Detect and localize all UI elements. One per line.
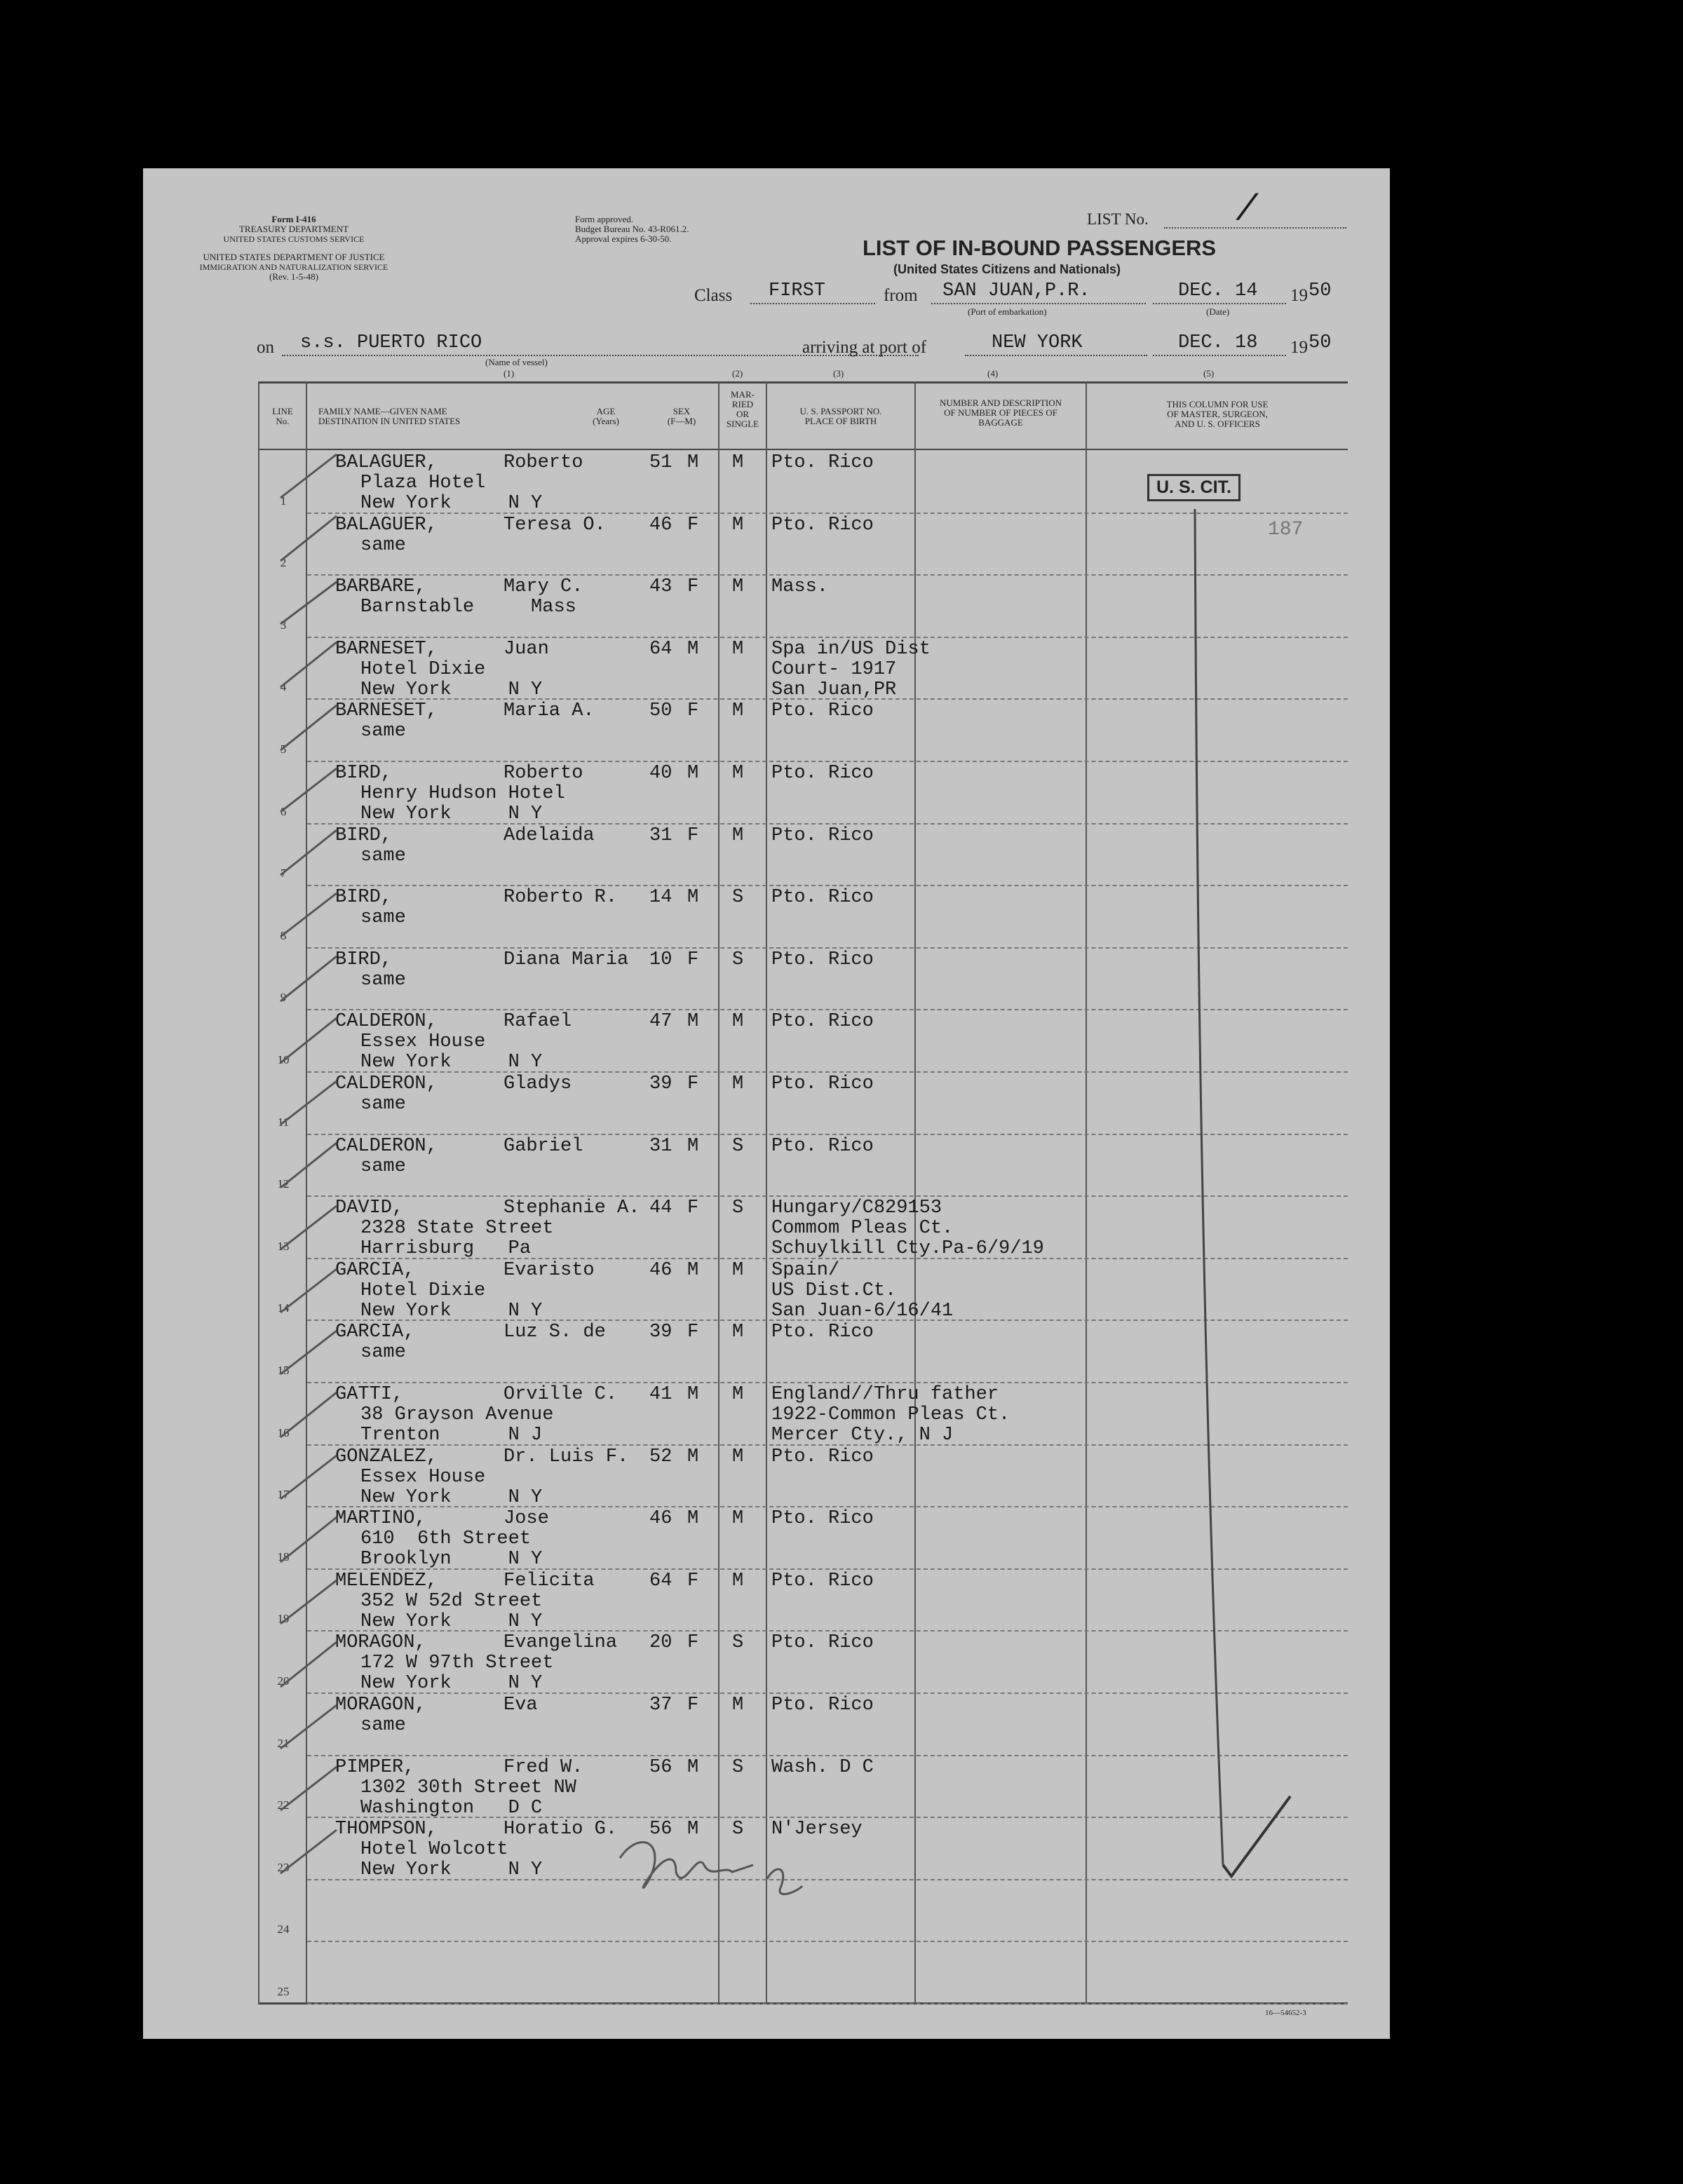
colnum-3: (3) <box>833 368 844 379</box>
passenger-birthplace: Pto. Rico <box>771 1508 874 1529</box>
passenger-age: 10 <box>649 949 672 970</box>
passenger-given-name: Felicita <box>503 1571 595 1592</box>
passenger-given-name: Fred W. <box>503 1757 583 1778</box>
passenger-birthplace: Pto. Rico <box>771 1136 874 1157</box>
passenger-birthplace: Pto. Rico <box>771 1011 874 1032</box>
passenger-destination: Hotel Dixie New York N Y <box>360 1280 543 1322</box>
passenger-destination: same <box>360 721 406 742</box>
port-embarkation-label: (Port of embarkation) <box>968 306 1047 317</box>
passenger-birthplace: Pto. Rico <box>771 1073 874 1094</box>
colnum-4: (4) <box>987 368 999 379</box>
justice-dept: UNITED STATES DEPARTMENT OF JUSTICE <box>203 252 385 262</box>
passenger-birthplace: Mass. <box>771 576 829 597</box>
passenger-birthplace: Pto. Rico <box>771 887 874 908</box>
passenger-marital-status: M <box>732 1260 744 1281</box>
vessel-label: (Name of vessel) <box>485 357 548 367</box>
line-number: 11 <box>277 1115 290 1129</box>
passenger-birthplace: Pto. Rico <box>771 515 874 536</box>
passenger-birthplace: Pto. Rico <box>771 949 874 970</box>
passenger-family-name: BIRD, <box>335 887 393 908</box>
passenger-age: 44 <box>649 1198 672 1219</box>
passenger-family-name: GARCIA, <box>335 1260 415 1281</box>
arriving-label: arriving at port of <box>802 338 927 357</box>
passenger-age: 14 <box>649 887 672 908</box>
customs-service: UNITED STATES CUSTOMS SERVICE <box>223 234 365 244</box>
passenger-marital-status: M <box>732 1011 744 1032</box>
passenger-given-name: Juan <box>503 639 549 660</box>
passenger-marital-status: M <box>732 1508 744 1529</box>
passenger-marital-status: M <box>732 1384 744 1405</box>
passenger-age: 43 <box>649 576 672 597</box>
passenger-sex: F <box>687 949 699 970</box>
passenger-birthplace: Hungary/C829153 Commom Pleas Ct. Schuylkill Cty.Pa-6/9/19 <box>771 1198 1044 1259</box>
passenger-destination: Essex House New York N Y <box>360 1031 543 1073</box>
passenger-age: 64 <box>649 1571 672 1592</box>
passenger-age: 51 <box>649 452 672 473</box>
passenger-marital-status: S <box>732 887 744 908</box>
passenger-family-name: CALDERON, <box>335 1073 438 1094</box>
passenger-birthplace: Pto. Rico <box>771 825 874 846</box>
passenger-marital-status: S <box>732 1819 744 1840</box>
passenger-marital-status: S <box>732 949 744 970</box>
line-number: 22 <box>277 1798 290 1812</box>
passenger-age: 40 <box>649 763 672 784</box>
passenger-sex: F <box>687 825 699 846</box>
passenger-sex: M <box>687 1757 699 1778</box>
passenger-family-name: GARCIA, <box>335 1322 415 1343</box>
passenger-birthplace: Spa in/US Dist Court- 1917 San Juan,PR <box>771 639 931 700</box>
check-mark <box>1223 1796 1290 1876</box>
arriving-value: NEW YORK <box>992 332 1083 353</box>
class-label: Class <box>694 286 733 305</box>
passenger-age: 31 <box>649 825 672 846</box>
us-citizen-stamp: U. S. CIT. <box>1147 474 1241 501</box>
passenger-family-name: CALDERON, <box>335 1136 438 1157</box>
passenger-birthplace: Pto. Rico <box>771 700 874 721</box>
form-approved: Form approved. <box>575 214 634 224</box>
passenger-marital-status: M <box>732 515 744 536</box>
passenger-given-name: Horatio G. <box>503 1819 618 1840</box>
passenger-age: 46 <box>649 515 672 536</box>
from-label: from <box>884 286 918 305</box>
passenger-sex: F <box>687 1322 699 1343</box>
passenger-sex: M <box>687 1011 699 1032</box>
passenger-birthplace: England//Thru father 1922-Common Pleas Ct. Mercer Cty., N J <box>771 1384 1011 1446</box>
passenger-birthplace: Pto. Rico <box>771 1446 874 1467</box>
passenger-marital-status: M <box>732 825 744 846</box>
passenger-destination: 38 Grayson Avenue Trenton N J <box>360 1404 554 1446</box>
budget-bureau: Budget Bureau No. 43-R061.2. <box>575 224 689 234</box>
passenger-list-page <box>143 168 1390 2039</box>
passenger-given-name: Teresa O. <box>503 515 606 536</box>
passenger-marital-status: S <box>732 1632 744 1653</box>
passenger-sex: M <box>687 452 699 473</box>
passenger-given-name: Dr. Luis F. <box>503 1446 629 1467</box>
passenger-family-name: MORAGON, <box>335 1632 426 1653</box>
line-number: 17 <box>277 1488 290 1501</box>
passenger-destination: same <box>360 970 406 991</box>
passenger-destination: Hotel Dixie New York N Y <box>360 659 543 700</box>
passenger-marital-status: M <box>732 1446 744 1467</box>
footer-code: 16—54652-3 <box>1265 2009 1306 2017</box>
passenger-destination: same <box>360 907 406 928</box>
class-value: FIRST <box>769 280 826 301</box>
colnum-1: (1) <box>503 368 515 379</box>
passenger-destination: 2328 State Street Harrisburg Pa <box>360 1218 554 1259</box>
passenger-marital-status: M <box>732 763 744 784</box>
passenger-age: 41 <box>649 1384 672 1405</box>
passenger-sex: M <box>687 1446 699 1467</box>
line-number: 7 <box>280 867 287 880</box>
passenger-given-name: Stephanie A. <box>503 1198 640 1219</box>
line-number: 2 <box>280 556 287 569</box>
passenger-age: 39 <box>649 1073 672 1094</box>
passenger-destination: same <box>360 846 406 867</box>
passenger-sex: M <box>687 1384 699 1405</box>
passenger-sex: F <box>687 1632 699 1653</box>
form-title: LIST OF IN-BOUND PASSENGERS <box>863 236 1217 260</box>
passenger-destination: same <box>360 1715 406 1736</box>
line-number: 14 <box>277 1301 290 1315</box>
passenger-marital-status: M <box>732 452 744 473</box>
check-line <box>1195 509 1223 1865</box>
col-header-baggage: NUMBER AND DESCRIPTION OF NUMBER OF PIECES OF BAGGAGE <box>939 398 1062 428</box>
passenger-birthplace: Pto. Rico <box>771 452 874 473</box>
passenger-family-name: GATTI, <box>335 1384 404 1405</box>
list-no-label: LIST No. <box>1087 210 1149 228</box>
passenger-given-name: Mary C. <box>503 576 583 597</box>
passenger-age: 64 <box>649 639 672 660</box>
passenger-given-name: Diana Maria <box>503 949 629 970</box>
line-number: 4 <box>280 680 287 693</box>
line-number: 12 <box>277 1177 290 1191</box>
vessel-value: s.s. PUERTO RICO <box>300 332 482 353</box>
passenger-age: 39 <box>649 1322 672 1343</box>
passenger-family-name: BALAGUER, <box>335 515 438 536</box>
approval-expires: Approval expires 6-30-50. <box>575 233 672 244</box>
line-number: 20 <box>277 1674 290 1688</box>
col-header-age: AGE (Years) <box>593 406 619 426</box>
passenger-family-name: BARBARE, <box>335 576 426 597</box>
passenger-family-name: MARTINO, <box>335 1508 426 1529</box>
passenger-destination: same <box>360 1156 406 1177</box>
passenger-destination: 172 W 97th Street New York N Y <box>360 1653 554 1694</box>
departure-date-value: DEC. 14 <box>1178 280 1258 301</box>
passenger-family-name: MELENDEZ, <box>335 1571 438 1592</box>
year-prefix: 19 <box>1290 286 1308 305</box>
line-number: 19 <box>277 1612 290 1625</box>
passenger-given-name: Adelaida <box>503 825 595 846</box>
passenger-family-name: CALDERON, <box>335 1011 438 1032</box>
line-number: 16 <box>277 1426 290 1439</box>
line-number: 9 <box>280 991 287 1004</box>
col-header-passport: U. S. PASSPORT NO. PLACE OF BIRTH <box>799 406 882 426</box>
passenger-marital-status: S <box>732 1198 744 1219</box>
passenger-marital-status: M <box>732 639 744 660</box>
passenger-destination: 352 W 52d Street New York N Y <box>360 1591 543 1632</box>
passenger-sex: F <box>687 1571 699 1592</box>
passenger-age: 46 <box>649 1508 672 1529</box>
passenger-given-name: Jose <box>503 1508 549 1529</box>
annotation-187: 187 <box>1268 519 1304 541</box>
passenger-marital-status: M <box>732 1695 744 1716</box>
passenger-birthplace: Pto. Rico <box>771 763 874 784</box>
line-number: 6 <box>280 805 287 818</box>
line-number: 5 <box>280 742 287 756</box>
passenger-birthplace: Pto. Rico <box>771 1571 874 1592</box>
passenger-given-name: Orville C. <box>503 1384 618 1405</box>
passenger-sex: F <box>687 1198 699 1219</box>
passenger-given-name: Maria A. <box>503 700 595 721</box>
passenger-birthplace: Spain/ US Dist.Ct. San Juan-6/16/41 <box>771 1260 954 1322</box>
passenger-birthplace: Wash. D C <box>771 1757 874 1778</box>
passenger-age: 47 <box>649 1011 672 1032</box>
passenger-sex: M <box>687 887 699 908</box>
passenger-age: 31 <box>649 1136 672 1157</box>
on-label: on <box>257 338 274 357</box>
passenger-age: 56 <box>649 1819 672 1840</box>
passenger-sex: M <box>687 763 699 784</box>
passenger-destination: Plaza Hotel New York N Y <box>360 473 543 514</box>
year2-value: 50 <box>1309 332 1332 353</box>
list-no-value: / <box>1236 189 1258 231</box>
passenger-sex: F <box>687 700 699 721</box>
passenger-destination: same <box>360 1094 406 1115</box>
line-number: 8 <box>280 929 287 942</box>
passenger-destination: Barnstable Mass <box>360 597 576 618</box>
passenger-given-name: Eva <box>503 1695 538 1716</box>
passenger-marital-status: M <box>732 700 744 721</box>
line-number: 13 <box>277 1240 290 1253</box>
passenger-sex: F <box>687 1695 699 1716</box>
passenger-family-name: BALAGUER, <box>335 452 438 473</box>
passenger-given-name: Roberto R. <box>503 887 618 908</box>
revision: (Rev. 1-5-48) <box>269 271 318 282</box>
col-header-name: FAMILY NAME—GIVEN NAME DESTINATION IN UNITED STATES <box>318 406 461 426</box>
passenger-sex: F <box>687 576 699 597</box>
passenger-given-name: Evaristo <box>503 1260 595 1281</box>
passenger-destination: Essex House New York N Y <box>360 1467 543 1508</box>
passenger-destination: Henry Hudson Hotel New York N Y <box>360 783 565 825</box>
passenger-sex: M <box>687 1819 699 1840</box>
col-header-married: MAR- RIED OR SINGLE <box>726 389 759 429</box>
line-number: 21 <box>277 1737 290 1750</box>
passenger-family-name: GONZALEZ, <box>335 1446 438 1467</box>
form-number: Form I-416 <box>271 214 316 224</box>
line-number: 18 <box>277 1550 290 1564</box>
passenger-given-name: Luz S. de <box>503 1322 606 1343</box>
passenger-destination: same <box>360 535 406 556</box>
passenger-given-name: Rafael <box>503 1011 572 1032</box>
passenger-destination: Hotel Wolcott New York N Y <box>360 1839 543 1880</box>
passenger-destination: 1302 30th Street NW Washington D C <box>360 1777 576 1819</box>
passenger-family-name: PIMPER, <box>335 1757 415 1778</box>
year-value: 50 <box>1309 280 1332 301</box>
form-subtitle: (United States Citizens and Nationals) <box>893 262 1121 276</box>
passenger-family-name: THOMPSON, <box>335 1819 438 1840</box>
row-tick-marks <box>280 454 337 1873</box>
passenger-age: 50 <box>649 700 672 721</box>
col-header-officers: THIS COLUMN FOR USE OF MASTER, SURGEON, AND U. S. OFFICERS <box>1166 399 1269 429</box>
passenger-sex: M <box>687 639 699 660</box>
passenger-given-name: Roberto <box>503 452 583 473</box>
passenger-family-name: BARNESET, <box>335 639 438 660</box>
handwritten-signature <box>620 1843 802 1894</box>
passenger-age: 56 <box>649 1757 672 1778</box>
passenger-age: 52 <box>649 1446 672 1467</box>
passenger-sex: F <box>687 1073 699 1094</box>
passenger-given-name: Roberto <box>503 763 583 784</box>
date-label: (Date) <box>1206 306 1230 317</box>
passenger-birthplace: Pto. Rico <box>771 1632 874 1653</box>
col-header-line: LINE No. <box>272 406 293 426</box>
passenger-family-name: BIRD, <box>335 825 393 846</box>
passenger-age: 46 <box>649 1260 672 1281</box>
passenger-birthplace: Pto. Rico <box>771 1322 874 1343</box>
passenger-family-name: BARNESET, <box>335 700 438 721</box>
line-number: 15 <box>277 1364 290 1377</box>
passenger-marital-status: M <box>732 1322 744 1343</box>
immigration-service: IMMIGRATION AND NATURALIZATION SERVICE <box>199 262 388 272</box>
passenger-age: 20 <box>649 1632 672 1653</box>
passenger-birthplace: N'Jersey <box>771 1819 863 1840</box>
line-number: 23 <box>277 1861 290 1874</box>
handwritten-marks <box>143 168 1390 2039</box>
treasury-dept: TREASURY DEPARTMENT <box>238 224 349 234</box>
passenger-family-name: DAVID, <box>335 1198 404 1219</box>
passenger-age: 37 <box>649 1695 672 1716</box>
passenger-sex: M <box>687 1508 699 1529</box>
passenger-given-name: Gabriel <box>503 1136 583 1157</box>
line-number: 3 <box>280 618 287 632</box>
colnum-5: (5) <box>1203 368 1215 379</box>
passenger-destination: same <box>360 1342 406 1363</box>
passenger-sex: M <box>687 1136 699 1157</box>
passenger-family-name: BIRD, <box>335 763 393 784</box>
passenger-marital-status: S <box>732 1136 744 1157</box>
year2-prefix: 19 <box>1290 338 1308 357</box>
line-number: 1 <box>280 494 287 508</box>
col-header-sex: SEX (F—M) <box>667 406 696 426</box>
from-value: SAN JUAN,P.R. <box>942 280 1090 301</box>
passenger-family-name: BIRD, <box>335 949 393 970</box>
passenger-sex: M <box>687 1260 699 1281</box>
line-number: 10 <box>277 1053 290 1066</box>
passenger-family-name: MORAGON, <box>335 1695 426 1716</box>
passenger-sex: F <box>687 515 699 536</box>
passenger-marital-status: M <box>732 576 744 597</box>
passenger-marital-status: M <box>732 1073 744 1094</box>
passenger-marital-status: M <box>732 1571 744 1592</box>
arrival-date-value: DEC. 18 <box>1178 332 1258 353</box>
line-number: 25 <box>277 1985 290 1998</box>
colnum-2: (2) <box>732 368 743 379</box>
passenger-given-name: Gladys <box>503 1073 572 1094</box>
passenger-given-name: Evangelina <box>503 1632 618 1653</box>
passenger-birthplace: Pto. Rico <box>771 1695 874 1716</box>
line-number: 24 <box>277 1922 290 1936</box>
passenger-destination: 610 6th Street Brooklyn N Y <box>360 1528 543 1570</box>
passenger-marital-status: S <box>732 1757 744 1778</box>
